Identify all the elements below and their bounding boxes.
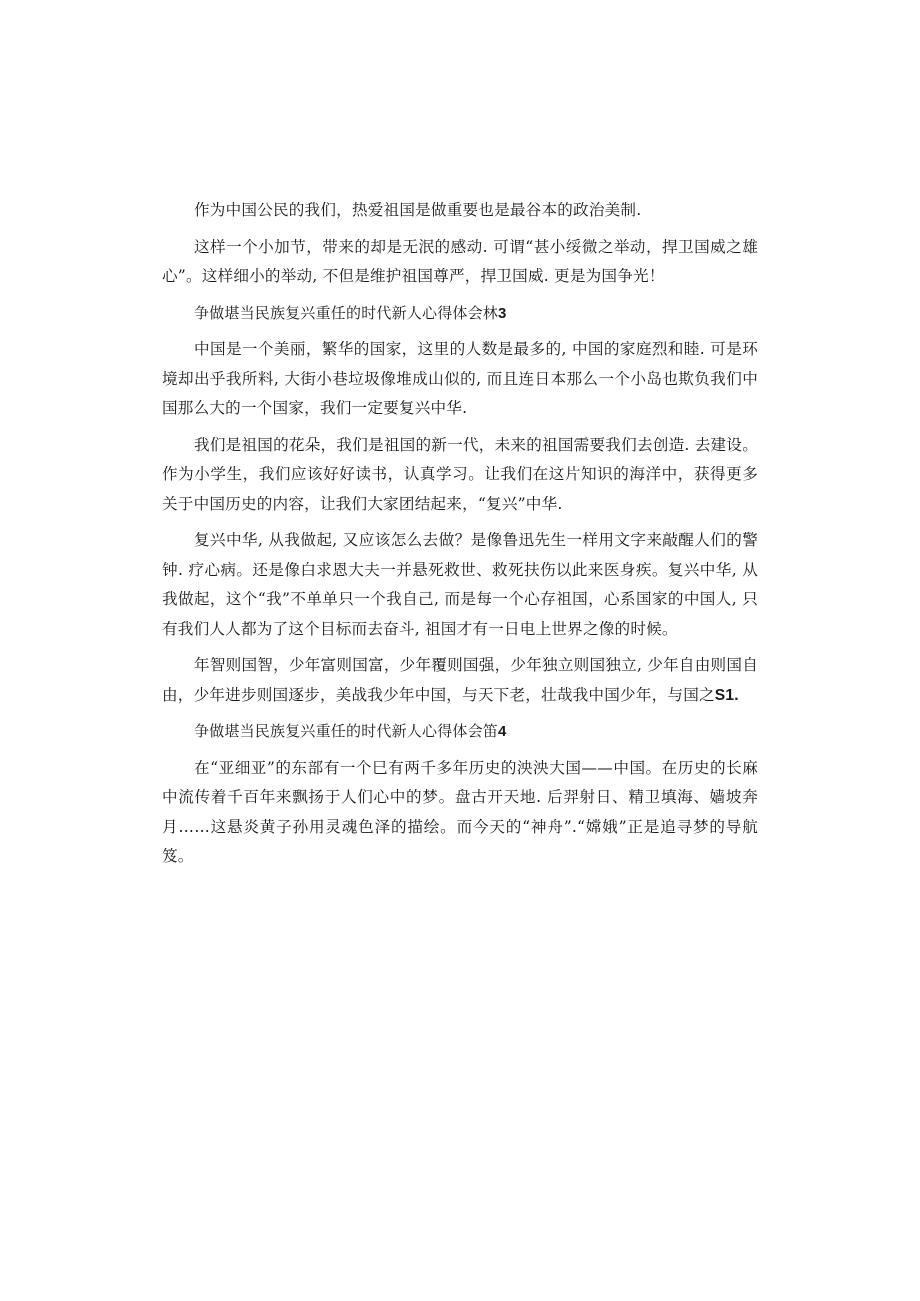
paragraph-text: 作为中国公民的我们，热爱祖国是做重要也是最谷本的政治美制. [194, 201, 642, 219]
paragraph-text: 在“亚细亚”的东部有一个巳有两千多年历史的泱泱大国——中国。在历史的长麻中流传着千百年来飘扬于人们心中的梦。盘古开天地. 后羿射日、精卫填海、嫱坡奔月……这悬炎黄子孙用灵魂色泽的描绘。而今天的“神舟”.“嫦娥”正是追寻梦的导航笈。 [162, 758, 758, 865]
paragraph-text: 复兴中华, 从我做起, 又应该怎么去做？是像鲁迅先生一样用文字来敲醒人们的警钟. 疗心病。还是像白求恩大夫一并悬死救世、救死扶伤以此来医身疾。复兴中华, 从我做起，这个“我”不单单只一个我自己, 而是每一个心存祖国，心系国家的中国人, 只有我们人人都为了这个目标而去奋斗, 祖国才有一日电上世界之像的时候。 [162, 531, 758, 638]
paragraph-2 [162, 233, 758, 292]
heading-text: 争做堪当民族复兴重任的时代新人心得体会笛 [194, 722, 499, 740]
paragraph-text: 这样一个小加节，带来的却是无泯的感动. 可谓“甚小绥微之举动，捍卫国威之雄心”。这样细小的举动, 不但是维护祖国尊严，捍卫国威. 更是为国争光！ [162, 237, 758, 285]
paragraph-text: 我们是祖国的花朵，我们是祖国的新一代，未来的祖国需要我们去创造. 去建设。作为小学生，我们应该好好读书，认真学习。让我们在这片知识的海洋中，获得更多关于中国历史的内容，让我们大家团结起来，“复兴”中华. [162, 435, 758, 513]
paragraph-suffix: S1. [714, 686, 739, 704]
heading-number: 3 [498, 304, 507, 322]
paragraph-1 [162, 196, 758, 226]
section-heading-3 [162, 299, 758, 329]
heading-number: 4 [498, 723, 507, 740]
paragraph-7 [162, 754, 758, 872]
heading-text: 争做堪当民族复兴重任的时代新人心得体会林 [194, 303, 499, 322]
paragraph-4 [162, 431, 758, 520]
paragraph-3 [162, 335, 758, 424]
paragraph-5 [162, 526, 758, 644]
section-heading-4 [162, 717, 758, 747]
document-body [162, 196, 758, 879]
paragraph-text: 年智则国智，少年富则国富，少年覆则国强，少年独立则国独立, 少年自由则国自由，少年进步则国逐步，美战我少年中国，与天下老，壮哉我中国少年，与国之 [162, 656, 758, 704]
paragraph-text: 中国是一个美丽，繁华的国家，这里的人数是最多的, 中国的家庭烈和睦. 可是环境却出乎我所料, 大街小巷垃圾像堆成山似的, 而且连日本那么一个小岛也欺负我们中国那么大的一个国家，我们一定要复兴中华. [162, 340, 758, 417]
paragraph-6 [162, 651, 758, 710]
